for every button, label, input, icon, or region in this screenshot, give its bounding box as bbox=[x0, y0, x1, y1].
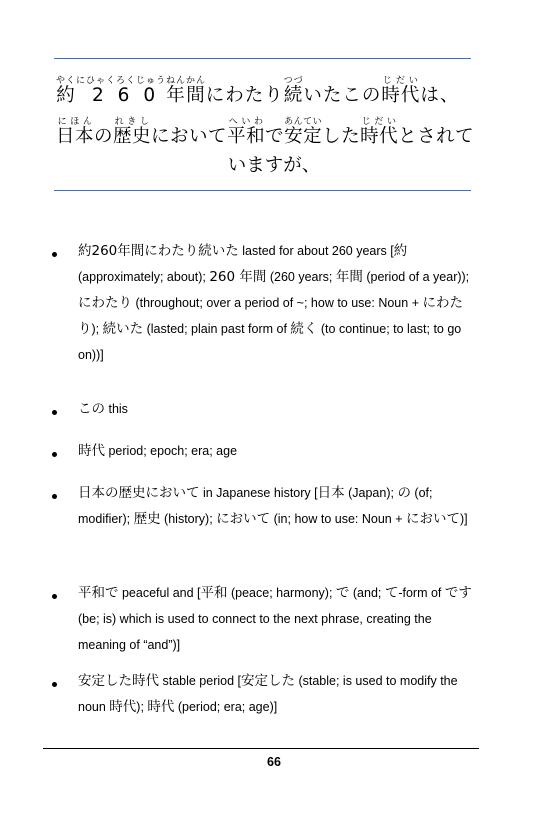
heading-text: は、 bbox=[420, 85, 460, 106]
english-gloss: (peace; harmony); bbox=[227, 586, 336, 600]
japanese-term: 安定した時代 bbox=[78, 673, 159, 689]
japanese-term: です bbox=[444, 585, 472, 601]
heading-word: 歴史れきし bbox=[113, 117, 152, 147]
page-number: 66 bbox=[267, 755, 281, 769]
english-gloss: (of; modifier); bbox=[78, 486, 433, 526]
english-gloss: ); bbox=[136, 700, 148, 714]
english-gloss: (throughout; over a period of ~; how to use: Noun + bbox=[132, 296, 423, 310]
heading-text: において bbox=[151, 126, 228, 147]
bullet-icon bbox=[52, 452, 60, 460]
heading-word: 約やく bbox=[56, 76, 77, 106]
top-rule bbox=[54, 58, 471, 59]
heading-text: にわたり bbox=[205, 85, 284, 106]
heading-word: 日本にほん bbox=[56, 117, 95, 147]
japanese-term: で bbox=[335, 585, 350, 601]
english-gloss: (in; how to use: Noun + bbox=[270, 512, 406, 526]
japanese-term: て bbox=[384, 585, 399, 601]
bullet-icon bbox=[52, 594, 60, 602]
english-gloss: )] bbox=[459, 512, 468, 526]
english-gloss: peaceful and [ bbox=[118, 586, 201, 600]
english-gloss: (Japan); bbox=[344, 486, 398, 500]
english-gloss: (history); bbox=[160, 512, 217, 526]
japanese-term: の bbox=[397, 485, 411, 501]
japanese-term: 260 年間 bbox=[209, 269, 267, 285]
heading-word: 平和へいわ bbox=[227, 117, 266, 147]
japanese-term: 続いた bbox=[102, 321, 144, 337]
japanese-term: 歴史 bbox=[133, 511, 161, 527]
english-gloss: (period; era; age)] bbox=[174, 700, 278, 714]
footer-rule bbox=[43, 748, 479, 749]
heading-line-2 bbox=[56, 117, 496, 148]
japanese-term: 年間 bbox=[335, 269, 363, 285]
japanese-term: にわたり bbox=[78, 295, 132, 311]
japanese-term: 平和で bbox=[78, 585, 119, 601]
japanese-term: 時代 bbox=[78, 443, 105, 459]
bullet-icon bbox=[52, 682, 60, 690]
english-gloss: (approximately; about); bbox=[78, 270, 210, 284]
heading-word: 時代じだい bbox=[360, 117, 399, 147]
japanese-term: 約260年間にわたり続いた bbox=[78, 243, 239, 259]
english-gloss: period; epoch; era; age bbox=[105, 444, 238, 458]
vocab-entry bbox=[78, 668, 483, 720]
heading-text: した bbox=[322, 126, 361, 147]
heading-line-3: いますが、 bbox=[227, 155, 321, 176]
japanese-term: 約 bbox=[393, 243, 408, 259]
japanese-term: 安定した bbox=[241, 673, 295, 689]
english-gloss: lasted for about 260 years [ bbox=[238, 244, 394, 258]
vocab-entry bbox=[78, 238, 483, 368]
heading-word: 続つづ bbox=[283, 76, 304, 106]
heading-word: 時代じだい bbox=[381, 76, 421, 106]
vocab-entry bbox=[78, 580, 483, 658]
english-gloss: in Japanese history [ bbox=[199, 486, 318, 500]
japanese-term: 日本の歴史において bbox=[78, 485, 200, 501]
japanese-term: 時代 bbox=[109, 699, 137, 715]
english-gloss: ); bbox=[91, 322, 103, 336]
english-gloss: (260 years; bbox=[266, 270, 336, 284]
japanese-term: 時代 bbox=[147, 699, 175, 715]
vocab-entry bbox=[78, 438, 483, 464]
english-gloss: -form of bbox=[398, 586, 445, 600]
vocab-entry bbox=[78, 396, 483, 422]
bullet-icon bbox=[52, 410, 60, 418]
english-gloss: (period of a year)); bbox=[362, 270, 470, 284]
japanese-term: において bbox=[216, 511, 271, 527]
japanese-term: 平和 bbox=[200, 585, 228, 601]
heading-word: 安定あんてい bbox=[284, 117, 323, 147]
bottom-rule bbox=[54, 190, 471, 191]
english-gloss: this bbox=[105, 402, 128, 416]
heading-text: の bbox=[94, 126, 114, 147]
heading-text: とされて bbox=[398, 126, 475, 147]
japanese-term: にわたり bbox=[78, 295, 463, 337]
heading-line-1 bbox=[56, 76, 496, 107]
heading-word: 年間ねんかん bbox=[166, 76, 207, 106]
bullet-icon bbox=[52, 494, 60, 502]
heading-text: いたこの bbox=[303, 85, 382, 106]
japanese-term: 日本 bbox=[317, 485, 345, 501]
japanese-term: において bbox=[405, 511, 460, 527]
heading-word: 2 6 0 にひゃくろくじゅう bbox=[76, 76, 167, 106]
english-gloss: stable period [ bbox=[159, 674, 241, 688]
english-gloss: (lasted; plain past form of bbox=[143, 322, 291, 336]
japanese-term: この bbox=[78, 401, 105, 417]
vocab-entry bbox=[78, 480, 483, 532]
english-gloss: (to continue; to last; to go on))] bbox=[78, 322, 462, 362]
japanese-term: 続く bbox=[290, 321, 318, 337]
english-gloss: (be; is) which is used to connect to the next phrase, creating the meaning of “and”)] bbox=[78, 612, 432, 652]
bullet-icon bbox=[52, 252, 60, 260]
heading-text: で bbox=[265, 126, 285, 147]
english-gloss: (and; bbox=[349, 586, 385, 600]
english-gloss: (stable; is used to modify the noun bbox=[78, 674, 458, 714]
